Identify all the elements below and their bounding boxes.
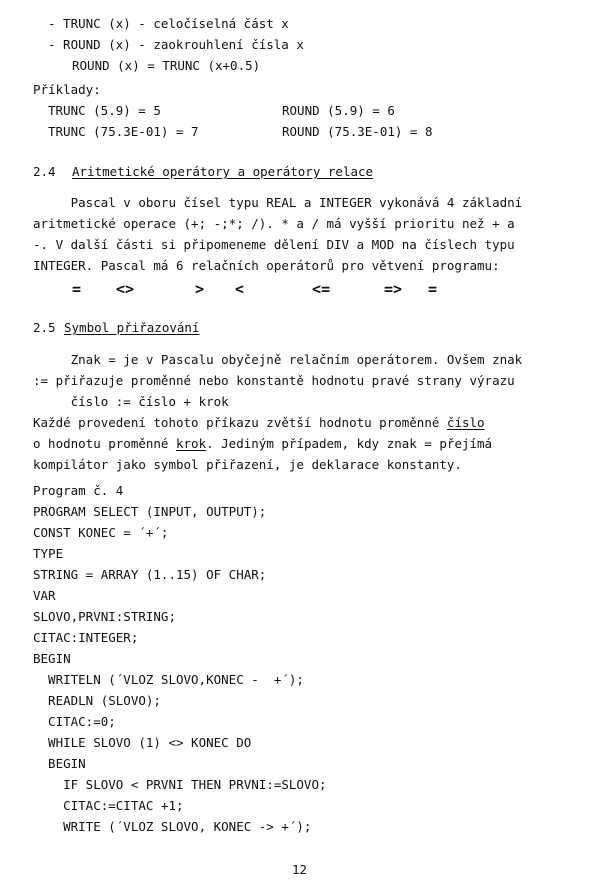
operator-symbol: = <box>72 280 82 298</box>
paragraph-line: INTEGER. Pascal má 6 relačních operátorů pro větvení programu: <box>33 258 500 273</box>
text: Každé provedení tohoto příkazu zvětší hodnotu proměnné <box>33 415 447 430</box>
code-line: CONST KONEC = ´+´; <box>33 525 169 540</box>
paragraph-line: := přiřazuje proměnné nebo konstantě hodnotu pravé strany výrazu <box>33 373 515 388</box>
program-label: Program č. 4 <box>33 483 124 498</box>
paragraph-line <box>33 436 492 452</box>
code-line: WHILE SLOVO (1) <> KONEC DO <box>33 735 252 750</box>
text: o hodnotu proměnné <box>33 436 176 451</box>
paragraph-line <box>33 415 485 431</box>
operator-symbol: = <box>428 280 438 298</box>
operator-symbol: <> <box>116 280 135 298</box>
trunc-definition: - TRUNC (x) - celočíselná část x <box>48 16 289 31</box>
paragraph-line: -. V další části si připomeneme dělení DIV a MOD na číslech typu <box>33 237 515 252</box>
text: . Jediným případem, kdy znak = přejímá <box>206 436 493 451</box>
underlined-word: krok <box>176 436 207 451</box>
code-line: CITAC:=0; <box>33 714 116 729</box>
underlined-word: číslo <box>446 415 485 430</box>
example-right: ROUND (5.9) = 6 <box>282 103 395 118</box>
operator-symbol: < <box>235 280 245 298</box>
example-left: TRUNC (5.9) = 5 <box>48 103 161 118</box>
section-title: Aritmetické operátory a operátory relace <box>72 164 374 179</box>
round-definition: - ROUND (x) - zaokrouhlení čísla x <box>48 37 304 52</box>
code-line: READLN (SLOVO); <box>33 693 161 708</box>
code-line: SLOVO,PRVNI:STRING; <box>33 609 176 624</box>
code-line: BEGIN <box>33 651 71 666</box>
paragraph-line: Znak = je v Pascalu obyčejně relačním operátorem. Ovšem znak <box>33 352 523 367</box>
paragraph-line: aritmetické operace (+; -;*; /). * a / má vyšší prioritu než + a <box>33 216 515 231</box>
code-line: TYPE <box>33 546 64 561</box>
code-line: PROGRAM SELECT (INPUT, OUTPUT); <box>33 504 267 519</box>
section-number: 2.4 <box>33 164 56 179</box>
code-line: IF SLOVO < PRVNI THEN PRVNI:=SLOVO; <box>33 777 327 792</box>
code-line: STRING = ARRAY (1..15) OF CHAR; <box>33 567 267 582</box>
paragraph-line: Pascal v oboru čísel typu REAL a INTEGER vykonává 4 základní <box>33 195 523 210</box>
operator-symbol: <= <box>312 280 331 298</box>
example-right: ROUND (75.3E-01) = 8 <box>282 124 433 139</box>
page-number: 12 <box>292 862 308 877</box>
section-title: Symbol přiřazování <box>64 320 200 335</box>
code-line: CITAC:INTEGER; <box>33 630 139 645</box>
code-line: WRITE (´VLOZ SLOVO, KONEC -> +´); <box>33 819 312 834</box>
paragraph-line: kompilátor jako symbol přiřazení, je deklarace konstanty. <box>33 457 462 472</box>
code-line: VAR <box>33 588 56 603</box>
code-line: WRITELN (´VLOZ SLOVO,KONEC - +´); <box>33 672 304 687</box>
code-line: BEGIN <box>33 756 86 771</box>
assignment-example: číslo := číslo + krok <box>33 394 229 409</box>
operator-symbol: => <box>384 280 403 298</box>
operator-symbol: > <box>195 280 205 298</box>
section-number: 2.5 <box>33 320 56 335</box>
example-left: TRUNC (75.3E-01) = 7 <box>48 124 199 139</box>
examples-label: Příklady: <box>33 82 101 97</box>
code-line: CITAC:=CITAC +1; <box>33 798 184 813</box>
round-formula: ROUND (x) = TRUNC (x+0.5) <box>72 58 261 73</box>
